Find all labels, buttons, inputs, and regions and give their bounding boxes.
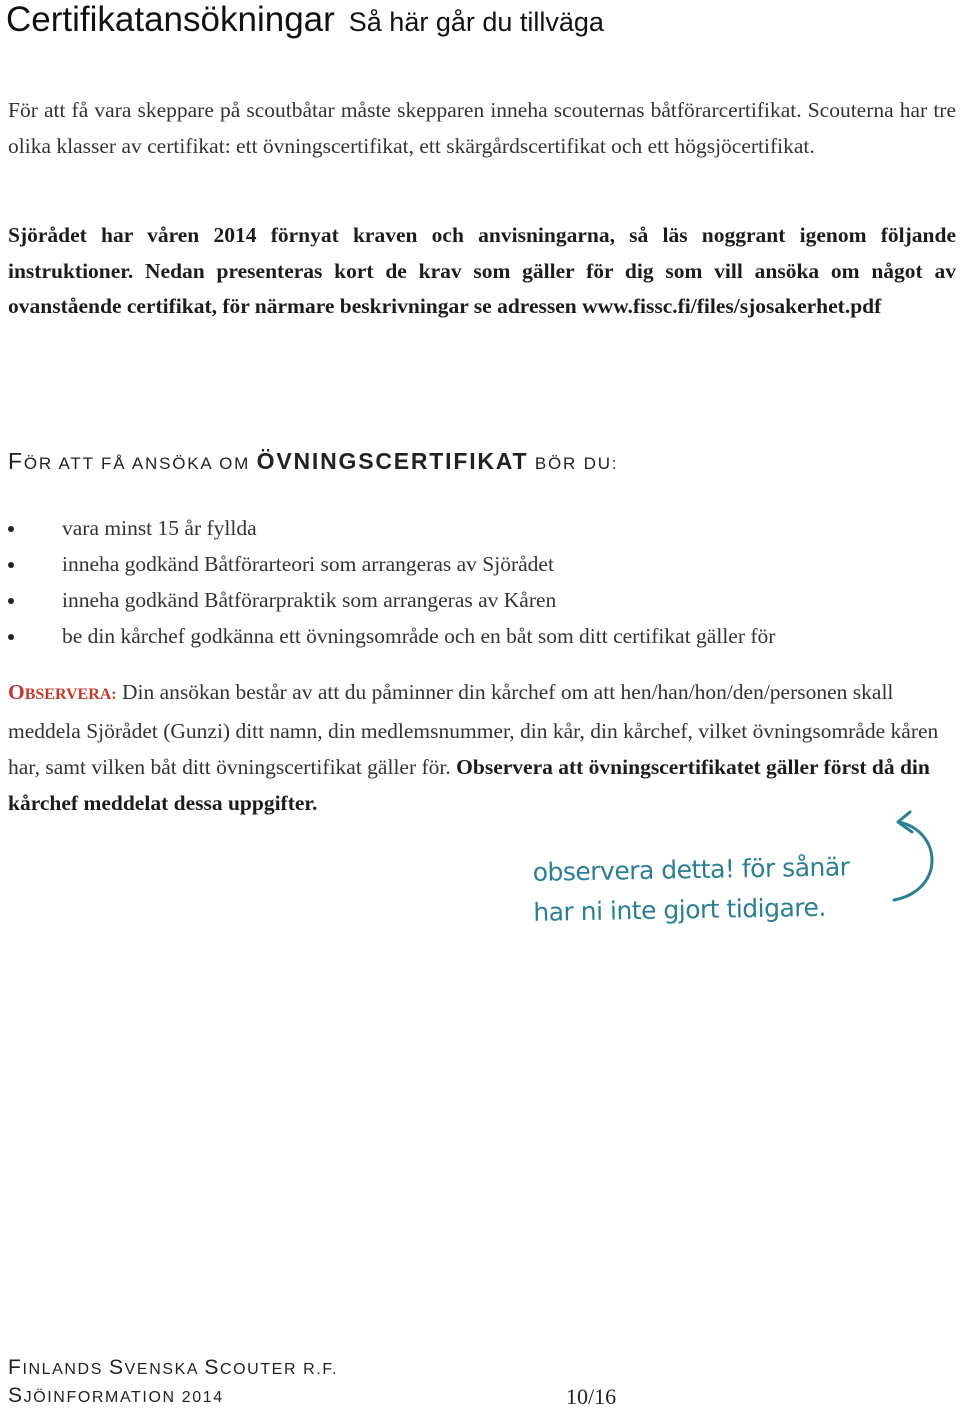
footer-document: SJÖINFORMATION 2014 bbox=[8, 1384, 224, 1407]
observe-label: OBSERVERA: bbox=[8, 680, 117, 704]
handwritten-line-1: observera detta! för sånär bbox=[532, 852, 850, 887]
title-subtitle: Så här går du tillväga bbox=[348, 7, 604, 37]
list-item: inneha godkänd Båtförarpraktik som arrangeras av Kåren bbox=[0, 582, 775, 618]
requirements-list bbox=[0, 510, 775, 654]
page-number: 10/16 bbox=[566, 1384, 617, 1409]
bullet-icon bbox=[8, 562, 14, 568]
bullet-icon bbox=[8, 634, 14, 640]
list-item: inneha godkänd Båtförarteori som arrangeras av Sjörådet bbox=[0, 546, 775, 582]
bullet-icon bbox=[8, 526, 14, 532]
observe-emphasis: Observera att övningscertifikatet gäller först då din kårchef meddelat dessa uppgifter. bbox=[8, 755, 930, 815]
footer-organization: FINLANDS SVENSKA SCOUTER R.F. bbox=[8, 1356, 338, 1379]
title-main: Certifikatansökningar bbox=[6, 0, 335, 39]
section-heading: FÖR ATT FÅ ANSÖKA OM ÖVNINGSCERTIFIKAT BÖR DU: bbox=[8, 448, 619, 474]
bullet-icon bbox=[8, 598, 14, 604]
notice-paragraph: Sjörådet har våren 2014 förnyat kraven och anvisningarna, så läs noggrant igenom följande instruktioner. Nedan presenteras kort de krav som gäller för dig som vill ansöka om något av ovanstående certifikat, för närmare beskrivningar se adressen www.fissc.fi/files/sjosakerhet.pdf bbox=[8, 223, 956, 318]
page-title bbox=[6, 0, 604, 44]
handwritten-note bbox=[532, 847, 863, 933]
intro-paragraph: För att få vara skeppare på scoutbåtar måste skepparen inneha scouternas båtförarcertifikat. Scouterna har tre olika klasser av certifikat: ett övningscertifikat, ett skärgårdscertifikat och ett högsjöcertifikat. bbox=[8, 98, 956, 158]
list-item: be din kårchef godkänna ett övningsområde och en båt som ditt certifikat gäller för bbox=[0, 618, 775, 654]
handwritten-line-2: har ni inte gjort tidigare. bbox=[533, 892, 827, 927]
curved-arrow-icon bbox=[880, 808, 944, 908]
observe-paragraph: OBSERVERA: Din ansökan består av att du påminner din kårchef om att hen/han/hon/den/personen skall meddela Sjörådet (Gunzi) ditt namn, din medlemsnummer, din kår, din kårchef, vilket övningsområde kåren har, samt vilken båt ditt övningscertifikat gäller för. Observera att övningscertifikatet gäller först då din kårchef meddelat dessa uppgifter. bbox=[8, 680, 939, 815]
list-item: vara minst 15 år fyllda bbox=[0, 510, 775, 546]
